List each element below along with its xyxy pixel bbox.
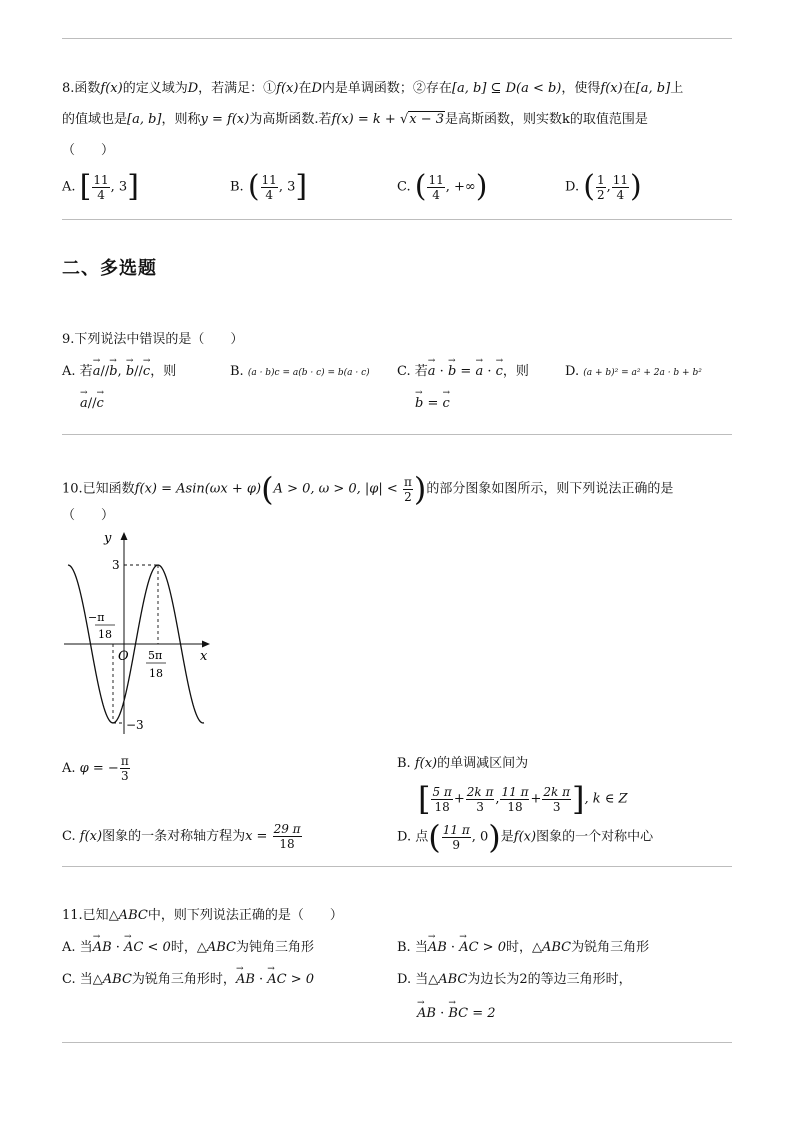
divider [62, 219, 732, 220]
q8-option-d[interactable]: D. ( $\frac{1}{2}$ , $\frac{11}{4}$ ) [565, 169, 642, 204]
tick-neg-pi-den: 18 [98, 628, 112, 641]
q10-option-a[interactable]: A. φ = − $\frac{\pi}{3}$ [62, 754, 129, 783]
divider [62, 866, 732, 867]
fraction: $\frac{11}{4}$ [612, 172, 629, 202]
q11-option-c[interactable]: C. 当△ABC为锐角三角形时，→ AB · → AC > 0 [62, 970, 314, 990]
q8-option-c[interactable]: C. ( $\frac{11}{4}$ , +∞) [397, 169, 488, 204]
q8-stem-line1: 8.函数f(x)的定义域为D，若满足：①f(x)在D内是单调函数；②存在[a, b] ⊆ D(a < b)，使得f(x)在[a, b]上 [62, 81, 684, 96]
fraction: $\frac{\text{2k π}}{3}$ [466, 784, 494, 814]
sqrt-sign: √ [399, 112, 409, 127]
q8-option-a[interactable]: A. [ $\frac{11}{4}$ , 3] [62, 169, 139, 204]
q11-option-b[interactable]: B. 当→ AB · → AC > 0时，△ABC为锐角三角形 [397, 938, 649, 958]
tick-3: 3 [112, 558, 120, 572]
q11-option-d-line2: → AB · → BC = 2 [417, 1004, 496, 1024]
q9-option-b[interactable]: B. (a · b)c = a(b · c) = b(a · c) [230, 364, 370, 379]
fraction: $\frac{11}{4}$ [93, 172, 109, 202]
tick-5pi-num: 5π [148, 649, 163, 662]
tick-neg-pi-num: −π [88, 611, 105, 624]
q9-stem: 9.下列说法中错误的是（ ） [62, 332, 244, 347]
divider [62, 434, 732, 435]
q11-option-d[interactable]: D. 当△ABC为边长为2的等边三角形时， [397, 972, 632, 987]
fraction: $\frac{\pi}{3}$ [120, 754, 129, 783]
divider [62, 38, 732, 39]
q9-option-a-line2: → a//→ c [80, 394, 104, 414]
fraction: $\frac{11 \pi}{18}$ [501, 784, 529, 814]
tick-neg-3: −3 [126, 718, 144, 732]
fraction: $\frac{29 \pi}{18}$ [273, 822, 301, 851]
fraction: $\frac{11}{4}$ [261, 172, 277, 202]
q8-option-b[interactable]: B. ( $\frac{11}{4}$ , 3] [230, 169, 308, 204]
q9-option-c-line2: → b = → c [415, 394, 450, 414]
q10-stem: 10.已知函数f(x) = Asin(ωx + φ)(A > 0, ω > 0, |φ| < $\frac{\pi}{2}$ )的部分图象如图所示，则下列说法正确的是 [62, 470, 674, 508]
x-axis-arrow [202, 641, 210, 648]
fraction: $\frac{\pi}{2}$ [403, 474, 412, 504]
divider [62, 1042, 732, 1043]
q10-sine-graph [62, 528, 212, 736]
q8-stem-line2: 的值域也是[a, b]，则称y = f(x)为高斯函数.若f(x) = k + √x − 3是高斯函数，则实数k的取值范围是 [62, 112, 648, 127]
q9-option-a[interactable]: A. 若→ a//→ b, → b//→ c，则 [62, 362, 176, 382]
fraction: $\frac{5 \pi}{18}$ [432, 784, 452, 814]
q10-option-c[interactable]: C. f(x)图象的一条对称轴方程为x = $\frac{29 \pi}{18}$ [62, 822, 301, 851]
fraction: $\frac{1}{2}$ [596, 172, 605, 202]
fraction: $\frac{11}{4}$ [428, 172, 444, 202]
q10-answer-paren: （ ） [62, 508, 115, 523]
y-axis-arrow [121, 532, 128, 540]
q9-option-d[interactable]: D. (a + b)² = a² + 2a · b + b² [565, 364, 702, 379]
q9-option-c[interactable]: C. 若→ a · → b = → a · → c，则 [397, 362, 529, 382]
q11-option-a[interactable]: A. 当→ AB · → AC < 0时，△ABC为钝角三角形 [62, 938, 314, 958]
section-title: 二、多选题 [62, 258, 157, 279]
y-axis-label: y [104, 531, 112, 546]
fraction: $\frac{\text{2k π}}{3}$ [543, 784, 570, 814]
q10-option-b-interval: [ $\frac{5 \pi}{18}$ + $\frac{\text{2k π}}{3}$ , $\frac{11 \pi}{18}$ + $\frac{\text{2k π}}{3}$ ], k ∈ Z [418, 780, 628, 818]
q11-stem: 11.已知△ABC中，则下列说法正确的是（ ） [62, 908, 343, 923]
x-axis-label: x [200, 649, 208, 664]
q10-option-d[interactable]: D. 点( $\frac{11 \pi}{9}$ , 0)是f(x)图象的一个对称中心 [397, 818, 654, 856]
fraction: $\frac{11 \pi}{9}$ [442, 822, 470, 852]
origin-label: O [118, 649, 129, 664]
q8-answer-paren: （ ） [62, 143, 115, 158]
tick-5pi-den: 18 [149, 667, 163, 680]
q10-option-b[interactable]: B. f(x)的单调减区间为 [397, 756, 529, 771]
